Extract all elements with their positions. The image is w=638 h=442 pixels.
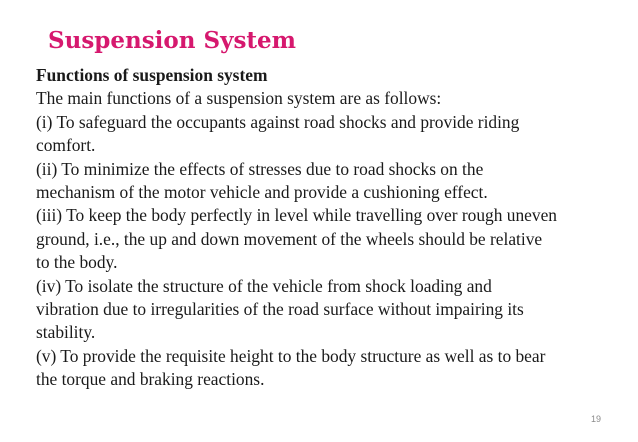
body-line: The main functions of a suspension system are as follows: bbox=[36, 88, 442, 109]
body-line: (ii) To minimize the effects of stresses due to road shocks on the bbox=[36, 158, 484, 179]
page-number: 19 bbox=[591, 414, 602, 424]
body-line: the torque and braking reactions. bbox=[36, 369, 265, 390]
body-line: ground, i.e., the up and down movement of the wheels should be relative bbox=[36, 228, 543, 249]
body-line: (i) To safeguard the occupants against road shocks and provide riding bbox=[36, 111, 520, 132]
body-line: vibration due to irregularities of the road surface without impairing its bbox=[36, 299, 524, 320]
body-line: to the body. bbox=[36, 252, 118, 273]
body-line: stability. bbox=[36, 322, 96, 343]
section-heading: Functions of suspension system bbox=[36, 65, 268, 85]
body-line: (iii) To keep the body perfectly in level while travelling over rough uneven bbox=[36, 205, 557, 226]
body-line: mechanism of the motor vehicle and provide a cushioning effect. bbox=[36, 182, 488, 203]
body-line: (v) To provide the requisite height to the body structure as well as to bear bbox=[36, 345, 546, 366]
slide-title: Suspension System bbox=[48, 27, 296, 54]
body-line: comfort. bbox=[36, 135, 96, 156]
slide-body bbox=[36, 64, 616, 392]
body-line: (iv) To isolate the structure of the vehicle from shock loading and bbox=[36, 275, 492, 296]
